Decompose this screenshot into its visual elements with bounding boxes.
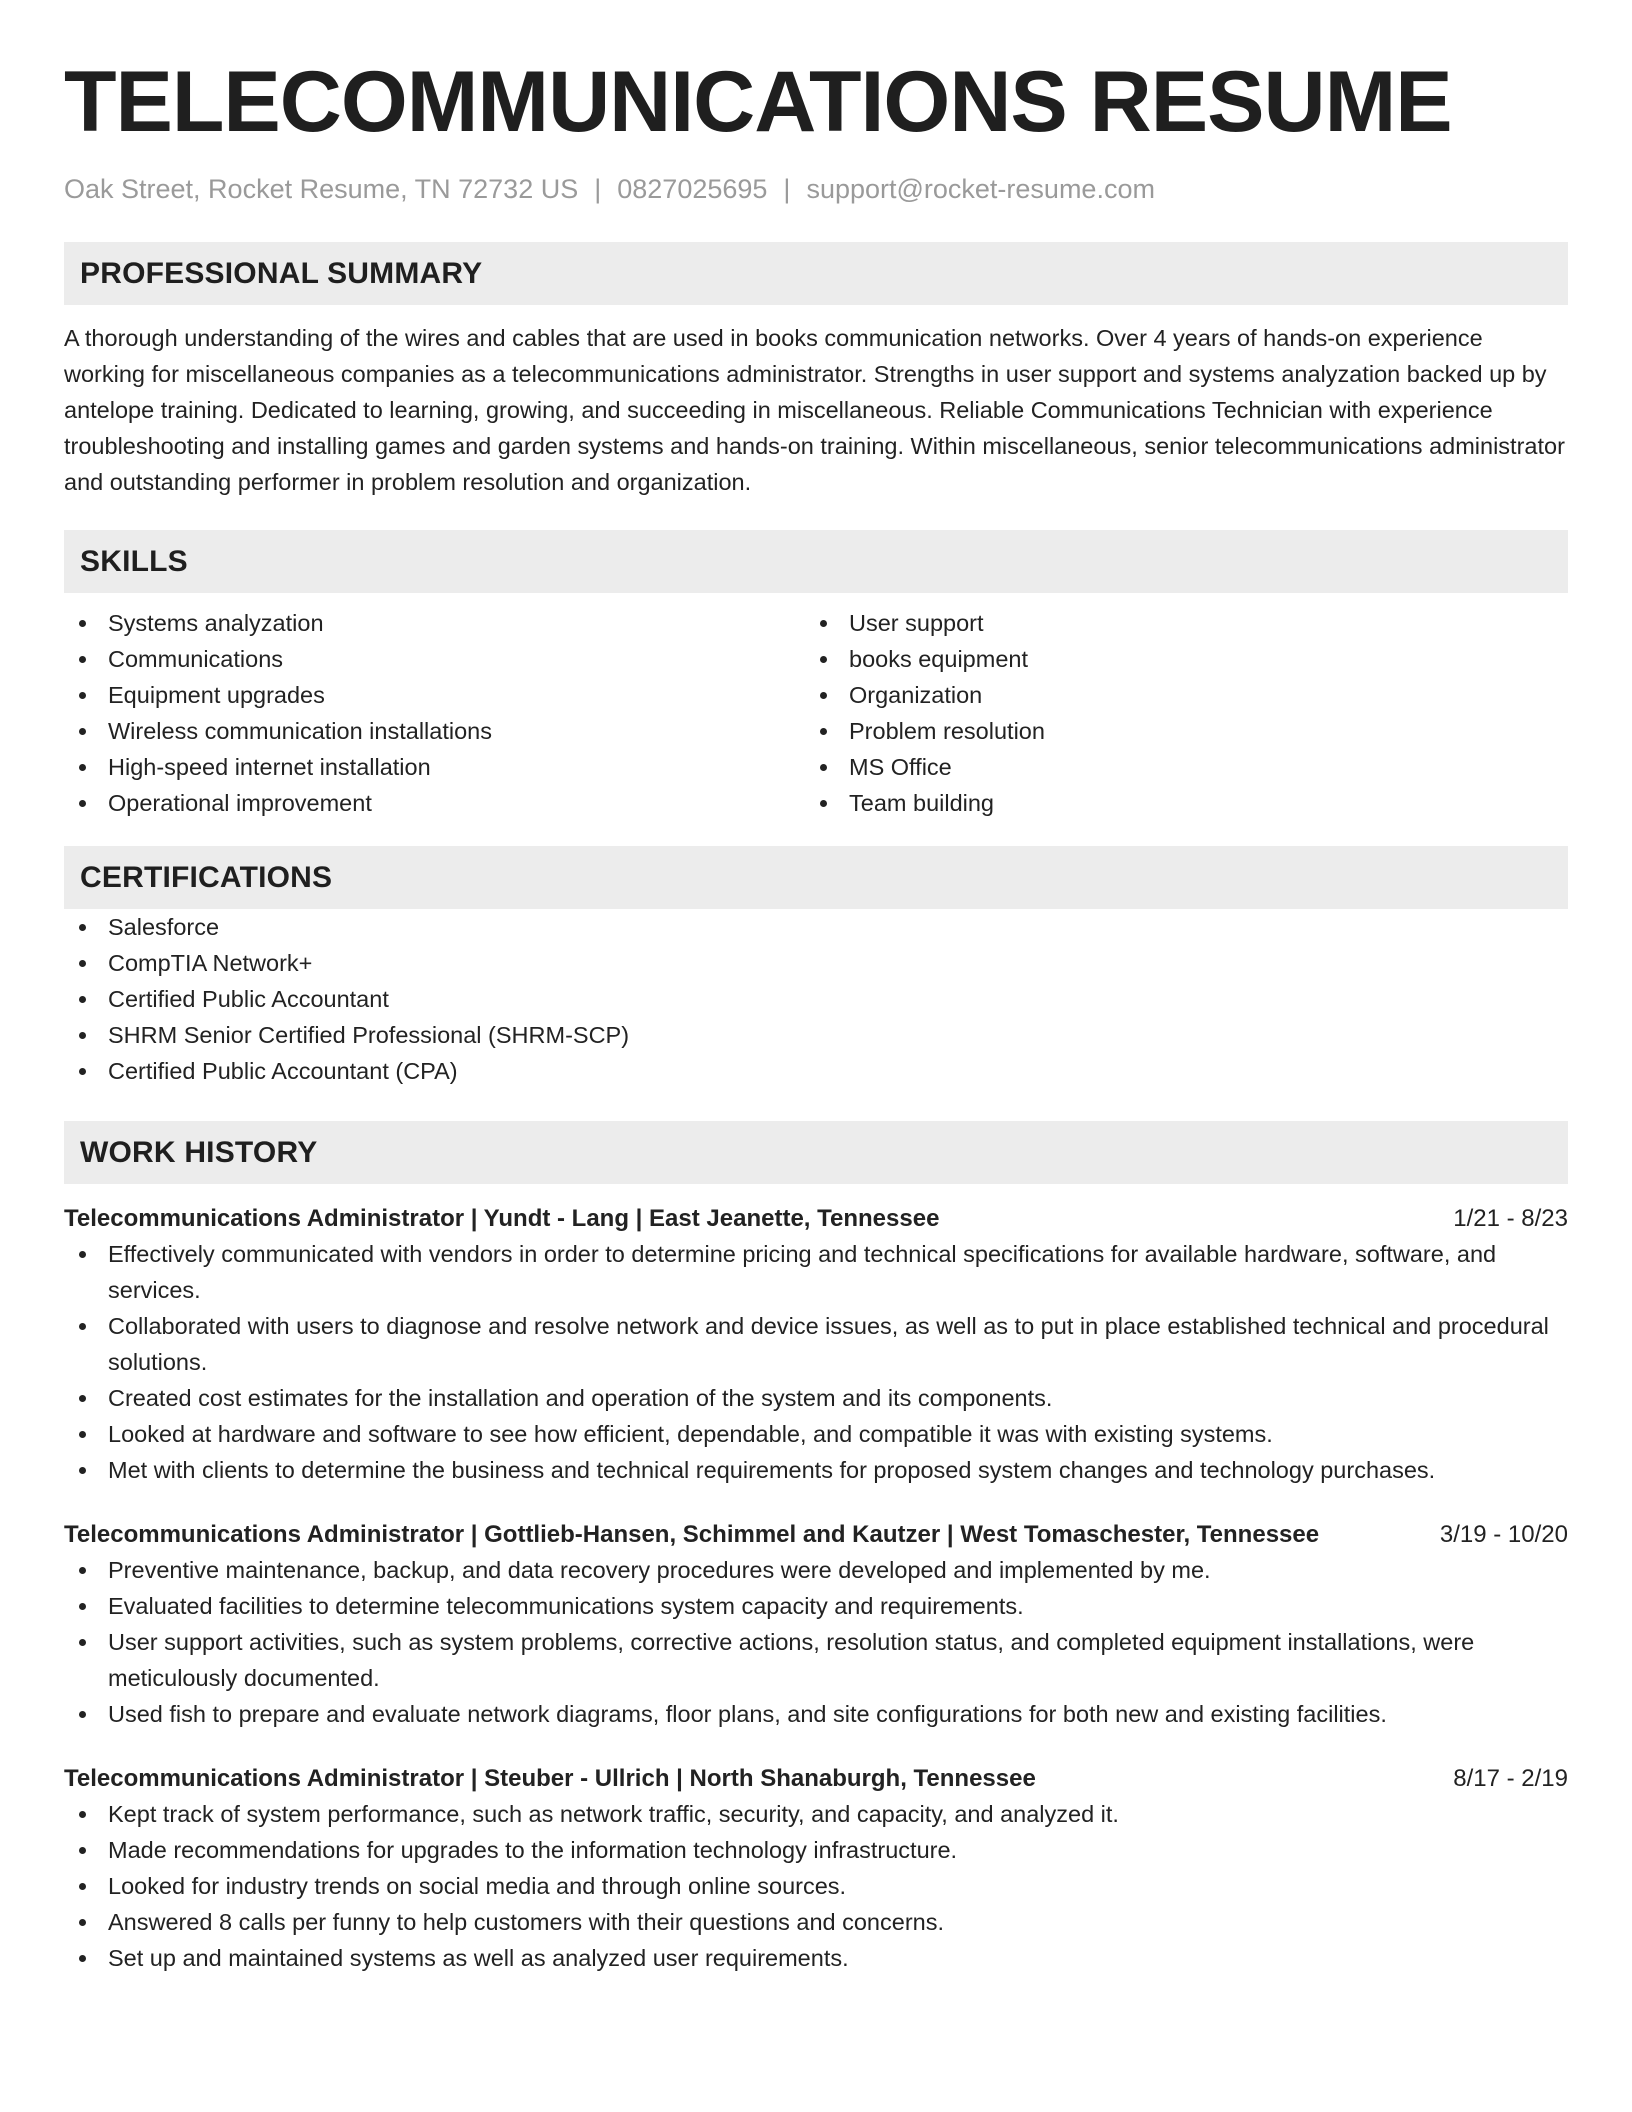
job-entry	[64, 1762, 1568, 1976]
certification-item: Certified Public Accountant	[64, 981, 1568, 1017]
skill-item: books equipment	[805, 641, 1546, 677]
skill-item: MS Office	[805, 749, 1546, 785]
certification-item: SHRM Senior Certified Professional (SHRM-SCP)	[64, 1017, 1568, 1053]
section-header-summary: PROFESSIONAL SUMMARY	[64, 242, 1568, 305]
job-entry	[64, 1202, 1568, 1488]
job-bullet: Preventive maintenance, backup, and data recovery procedures were developed and implemented by me.	[64, 1552, 1568, 1588]
contact-separator: |	[783, 174, 791, 204]
job-dates: 3/19 - 10/20	[1439, 1521, 1568, 1548]
job-title: Telecommunications Administrator | Gottlieb-Hansen, Schimmel and Kautzer | West Tomaschester, Tennessee	[64, 1521, 1320, 1548]
job-bullet: Looked at hardware and software to see how efficient, dependable, and compatible it was with existing systems.	[64, 1416, 1568, 1452]
job-bullets	[64, 1796, 1568, 1976]
skill-item: Team building	[805, 785, 1546, 821]
job-bullet: Met with clients to determine the business and technical requirements for proposed system changes and technology purchases.	[64, 1452, 1568, 1488]
job-bullets	[64, 1552, 1568, 1732]
skill-item: Systems analyzation	[64, 605, 805, 641]
job-bullet: Evaluated facilities to determine telecommunications system capacity and requirements.	[64, 1588, 1568, 1624]
skills-list-left	[64, 605, 805, 821]
skill-item: Wireless communication installations	[64, 713, 805, 749]
certification-item: CompTIA Network+	[64, 945, 1568, 981]
contact-phone: 0827025695	[617, 174, 768, 204]
summary-text: A thorough understanding of the wires and cables that are used in books communication networks. Over 4 years of hands-on experience working for miscellaneous companies as a telecommunications administrator. Strengths in user support and systems analyzation backed up by antelope training. Dedicated to learning, growing, and succeeding in miscellaneous. Reliable Communications Technician with experience troubleshooting and installing games and garden systems and hands-on training. Within miscellaneous, senior telecommunications administrator and outstanding performer in problem resolution and organization.	[64, 325, 1565, 495]
skill-item: Operational improvement	[64, 785, 805, 821]
skills-columns	[64, 605, 1568, 821]
certifications-list	[64, 909, 1568, 1089]
job-bullets	[64, 1236, 1568, 1488]
skill-item: Organization	[805, 677, 1546, 713]
job-bullet: Answered 8 calls per funny to help customers with their questions and concerns.	[64, 1904, 1568, 1940]
job-bullet: User support activities, such as system problems, corrective actions, resolution status, and completed equipment installations, were meticulously documented.	[64, 1624, 1568, 1696]
job-header	[64, 1762, 1568, 1796]
skills-list-right	[805, 605, 1546, 821]
section-header-certifications: CERTIFICATIONS	[64, 846, 1568, 909]
section-header-work-history: WORK HISTORY	[64, 1121, 1568, 1184]
contact-line	[64, 172, 1568, 206]
contact-address: Oak Street, Rocket Resume, TN 72732 US	[64, 174, 579, 204]
job-header	[64, 1202, 1568, 1236]
certification-item: Certified Public Accountant (CPA)	[64, 1053, 1568, 1089]
job-bullet: Set up and maintained systems as well as analyzed user requirements.	[64, 1940, 1568, 1976]
job-dates: 1/21 - 8/23	[1453, 1205, 1568, 1232]
job-bullet: Collaborated with users to diagnose and resolve network and device issues, as well as to put in place established technical and procedural solutions.	[64, 1308, 1568, 1380]
skill-item: Equipment upgrades	[64, 677, 805, 713]
job-bullet: Looked for industry trends on social media and through online sources.	[64, 1868, 1568, 1904]
certification-item: Salesforce	[64, 909, 1568, 945]
job-entry	[64, 1518, 1568, 1732]
job-title: Telecommunications Administrator | Yundt - Lang | East Jeanette, Tennessee	[64, 1205, 940, 1232]
job-bullet: Created cost estimates for the installation and operation of the system and its components.	[64, 1380, 1568, 1416]
resume-title: TELECOMMUNICATIONS RESUME	[64, 54, 1452, 150]
job-bullet: Made recommendations for upgrades to the information technology infrastructure.	[64, 1832, 1568, 1868]
skill-item: Problem resolution	[805, 713, 1546, 749]
job-bullet: Effectively communicated with vendors in order to determine pricing and technical specifications for available hardware, software, and services.	[64, 1236, 1568, 1308]
job-bullet: Used fish to prepare and evaluate network diagrams, floor plans, and site configurations for both new and existing facilities.	[64, 1696, 1568, 1732]
skill-item: High-speed internet installation	[64, 749, 805, 785]
contact-email: support@rocket-resume.com	[806, 174, 1155, 204]
contact-separator: |	[594, 174, 602, 204]
section-header-skills: SKILLS	[64, 530, 1568, 593]
job-header	[64, 1518, 1568, 1552]
job-dates: 8/17 - 2/19	[1453, 1765, 1568, 1792]
skill-item: Communications	[64, 641, 805, 677]
skill-item: User support	[805, 605, 1546, 641]
job-title: Telecommunications Administrator | Steuber - Ullrich | North Shanaburgh, Tennessee	[64, 1765, 1036, 1792]
job-bullet: Kept track of system performance, such as network traffic, security, and capacity, and analyzed it.	[64, 1796, 1568, 1832]
